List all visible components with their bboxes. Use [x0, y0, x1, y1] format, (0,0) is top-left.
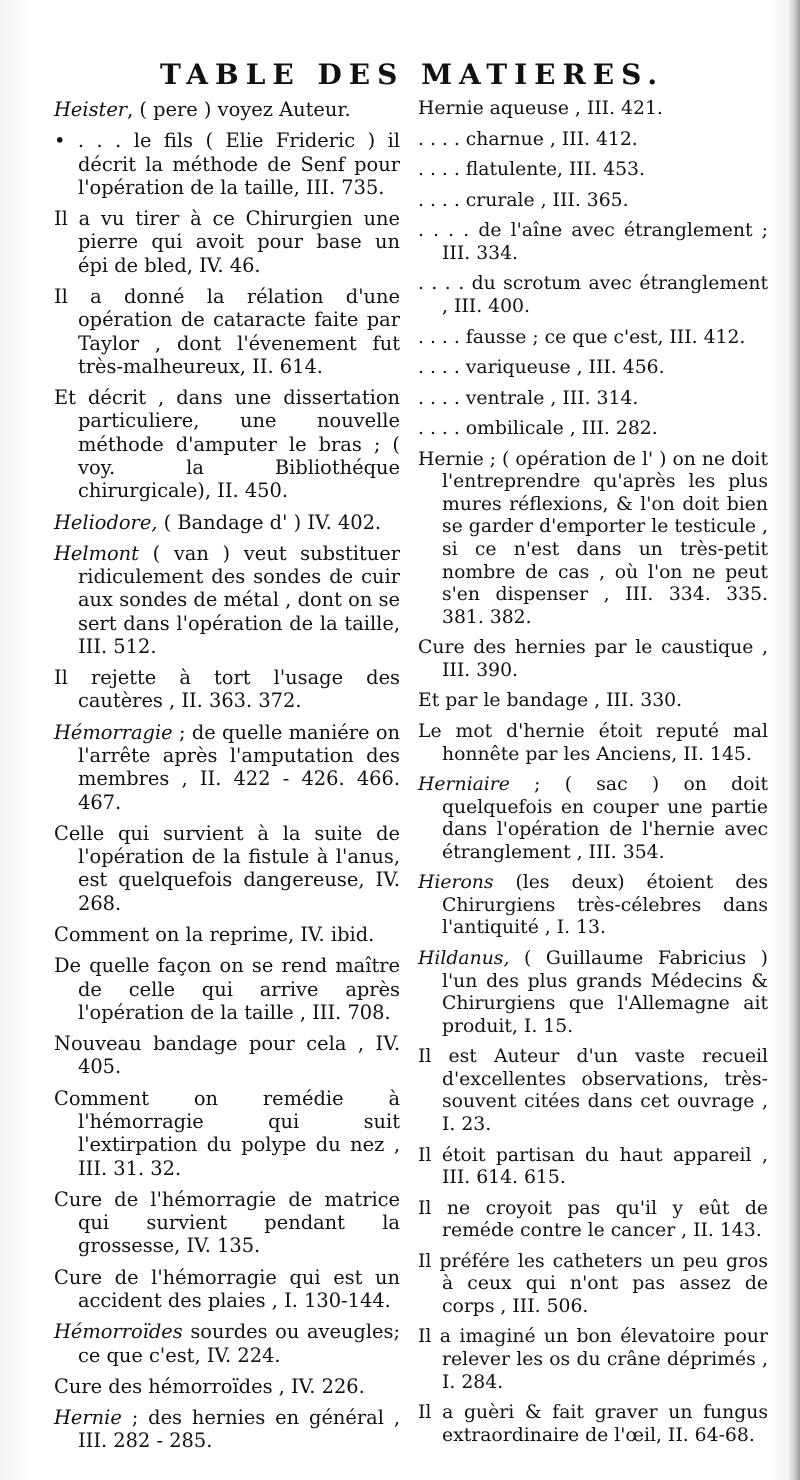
index-entry [54, 822, 400, 915]
index-entry [418, 637, 768, 682]
entry-text: Il a imaginé un bon élevatoire pour relever les os du crâne déprimés , I. 284. [418, 1326, 768, 1393]
index-entry [54, 207, 400, 277]
index-entry [54, 511, 400, 534]
index-entry [418, 721, 768, 766]
index-entry [418, 357, 768, 380]
entry-text: Cure des hernies par le caustique , III. 390. [418, 637, 768, 681]
entry-headword: Hernie [54, 1406, 122, 1430]
entry-text: Le mot d'hernie étoit reputé mal honnête par les Anciens, II. 145. [418, 720, 768, 765]
index-entry [54, 1032, 400, 1079]
index-entry [54, 386, 400, 502]
index-entry [418, 98, 768, 121]
entry-text: Cure de l'hémorragie de matrice qui survient pendant la grossesse, IV. 135. [54, 1187, 400, 1258]
entry-text: . . . . flatulente, III. 453. [418, 159, 645, 181]
index-entry [418, 1046, 768, 1136]
entry-text: De quelle façon on se rend maître de celle qui arrive après l'opération de la taille , III. 708. [54, 954, 400, 1024]
entry-text: . . . . charnue , III. 412. [418, 128, 638, 150]
index-entry [418, 129, 768, 152]
index-entry [54, 542, 400, 658]
index-entry [418, 449, 768, 630]
page-heading: TABLE DES MATIERES. [160, 58, 665, 91]
index-entry [54, 1188, 400, 1258]
entry-text: , ( pere ) voyez Auteur. [127, 98, 351, 121]
entry-text: ; ( sac ) on doit quelquefois en couper une partie dans l'opération de l'hernie avec étranglement , III. 354. [442, 774, 768, 863]
entry-text: sourdes ou aveugles; ce que c'est, IV. 224. [78, 1320, 400, 1367]
index-entry [418, 1251, 768, 1319]
entry-text: Cure des hémorroïdes , IV. 226. [54, 1374, 365, 1398]
entry-text: Comment on remédie à l'hémorragie qui suit l'extirpation du polype du nez , III. 31. 32. [54, 1086, 400, 1180]
entry-text: ( Bandage d' ) IV. 402. [157, 510, 382, 534]
index-entry [54, 129, 400, 199]
entry-text: • . . . le fils ( Elie Frideric ) il décrit la méthode de Senf pour l'opération de la taille, III. 735. [54, 129, 400, 199]
entry-text: Celle qui survient à la suite de l'opération de la fistule à l'anus, est quelquefois dangereuse, IV. 268. [54, 821, 400, 915]
index-entry [418, 1198, 768, 1243]
entry-text: (les deux) étoient des Chirurgiens très-célebres dans l'antiquité , I. 13. [442, 872, 768, 939]
entry-headword: Hildanus, [418, 948, 510, 969]
index-entry [54, 1406, 400, 1453]
entry-text: Et par le bandage , III. 330. [418, 690, 683, 712]
entry-text: . . . . variqueuse , III. 456. [418, 357, 665, 379]
entry-headword: Helmont [54, 541, 139, 565]
entry-text: Il étoit partisan du haut appareil , III. 614. 615. [418, 1144, 768, 1189]
index-entry [418, 190, 768, 213]
index-entry [418, 1145, 768, 1190]
entry-text: Il est Auteur d'un vaste recueil d'excellentes observations, très-souvent citées dans cet ouvrage , I. 23. [418, 1046, 768, 1135]
index-column-right [418, 98, 768, 1455]
entry-headword: Hémorragie [54, 720, 173, 744]
index-entry [418, 774, 768, 864]
index-entry [418, 388, 768, 411]
page-edge [786, 0, 800, 1480]
entry-text: Hernie ; ( opération de l' ) on ne doit l'entreprendre qu'après les plus mures réflexions, & l'on doit bien se garder d'emporter le testicule , si ce n'est dans un très-petit nombre de cas , où l'on ne peut s'en dispenser , III. 334. 335. 381. 382. [418, 448, 768, 628]
index-entry [54, 721, 400, 814]
index-entry [54, 1087, 400, 1180]
index-entry [418, 872, 768, 940]
index-entry [418, 1326, 768, 1394]
entry-headword: Hierons [418, 872, 494, 894]
index-entry [54, 666, 400, 713]
index-entry [418, 948, 768, 1038]
entry-text: . . . . de l'aîne avec étranglement ; III. 334. [418, 220, 768, 264]
entry-text: Il rejette à tort l'usage des cautères , II. 363. 372. [54, 666, 400, 713]
entry-text: ( van ) veut substituer ridiculement des sondes de cuir aux sondes de métal , dont on se sert dans l'opération de la taille, III. 512. [78, 541, 400, 658]
index-entry [418, 159, 768, 182]
entry-text: . . . . fausse ; ce que c'est, III. 412. [418, 326, 746, 348]
entry-text: Il préfére les catheters un peu gros à ceux qui n'ont pas assez de corps , III. 506. [418, 1250, 768, 1317]
index-entry [418, 418, 768, 441]
index-entry [54, 98, 400, 121]
entry-text: ; de quelle maniére on l'arrête après l'amputation des membres , II. 422 - 426. 466. 467. [78, 720, 400, 814]
index-entry [54, 285, 400, 378]
index-entry [418, 327, 768, 350]
entry-text: . . . . du scrotum avec étranglement , III. 400. [418, 273, 768, 317]
entry-headword: Heister [54, 98, 128, 121]
index-entry [418, 690, 768, 713]
index-entry [54, 1266, 400, 1313]
index-entry [54, 1375, 400, 1398]
index-entry [54, 923, 400, 946]
entry-text: Il a donné la rélation d'une opération de cataracte faite par Taylor , dont l'évenement fut très-malheureux, II. 614. [54, 284, 400, 378]
entry-text: Il ne croyoit pas qu'il y eût de reméde contre le cancer , II. 143. [418, 1197, 768, 1242]
entry-text: Et décrit , dans une dissertation particuliere, une nouvelle méthode d'amputer le bras ; ( voy. la Bibliothéque chirurgicale), II. 450. [54, 386, 400, 503]
index-entry [418, 220, 768, 265]
entry-text: ( Guillaume Fabricius ) l'un des plus grands Médecins & Chirurgiens que l'Allemagne ait produit, I. 15. [442, 948, 768, 1037]
entry-text: Cure de l'hémorragie qui est un accident des plaies , I. 130-144. [54, 1265, 400, 1312]
index-entry [54, 954, 400, 1024]
index-entry [54, 1320, 400, 1367]
entry-text: Nouveau bandage pour cela , IV. 405. [54, 1032, 400, 1079]
index-column-left [54, 98, 400, 1461]
entry-text: ; des hernies en général , III. 282 - 285. [78, 1406, 400, 1453]
entry-headword: Herniaire [418, 774, 510, 796]
entry-text: Il a vu tirer à ce Chirurgien une pierre qui avoit pour base un épi de bled, IV. 46. [54, 207, 400, 277]
entry-headword: Hémorroïdes [54, 1320, 183, 1344]
index-entry [418, 1402, 768, 1447]
entry-text: . . . . crurale , III. 365. [418, 189, 629, 211]
entry-text: . . . . ombilicale , III. 282. [418, 418, 658, 440]
entry-text: Il a guèri & fait graver un fungus extraordinaire de l'œil, II. 64-68. [418, 1402, 768, 1446]
entry-text: . . . . ventrale , III. 314. [418, 387, 639, 409]
index-entry [418, 273, 768, 318]
entry-text: Hernie aqueuse , III. 421. [418, 98, 663, 119]
entry-headword: Heliodore, [54, 510, 158, 534]
entry-text: Comment on la reprime, IV. ibid. [54, 923, 375, 946]
